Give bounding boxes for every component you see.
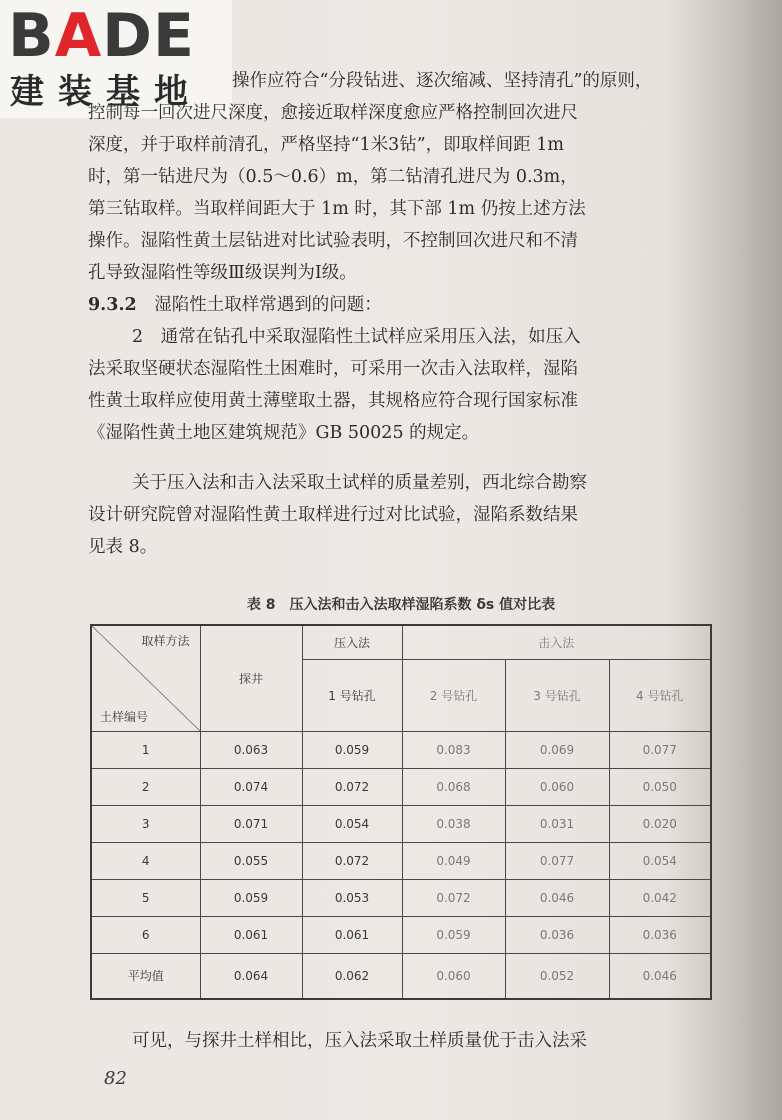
table-cell: 0.036 — [505, 916, 609, 953]
table-row — [91, 916, 711, 953]
table-cell: 0.060 — [505, 768, 609, 805]
logo-word: BADE — [8, 1, 195, 71]
row-id: 1 — [91, 731, 200, 768]
group-header-press: 压入法 — [302, 625, 402, 659]
body-line: 2 通常在钻孔中采取湿陷性土试样应采用压入法，如压入 — [132, 327, 581, 347]
table-cell: 0.071 — [200, 805, 302, 842]
section-heading — [88, 292, 710, 318]
table-cell: 0.036 — [609, 916, 711, 953]
table-cell: 0.050 — [609, 768, 711, 805]
corner-bottom-label: 土样编号 — [100, 709, 149, 724]
section-number: 9.3.2 — [88, 295, 137, 315]
table-row-average — [91, 953, 711, 999]
table-row — [91, 731, 711, 768]
body-line: 操作应符合“分段钻进、逐次缩减、坚持清孔”的原则， — [232, 71, 653, 91]
col-header-hole: 2 号钻孔 — [402, 659, 505, 731]
table-cell: 0.063 — [200, 731, 302, 768]
col-header-hole: 4 号钻孔 — [609, 659, 711, 731]
row-id: 5 — [91, 879, 200, 916]
body-line: 性黄土取样应使用黄土薄壁取土器，其规格应符合现行国家标准 — [88, 391, 578, 411]
row-id: 4 — [91, 842, 200, 879]
table-row — [91, 879, 711, 916]
logo-subtitle: 建装基地 — [10, 72, 202, 112]
table-cell: 0.068 — [402, 768, 505, 805]
table-cell: 0.072 — [302, 842, 402, 879]
table-cell: 0.046 — [505, 879, 609, 916]
row-id: 平均值 — [91, 953, 200, 999]
group-header-hammer: 击入法 — [402, 625, 711, 659]
col-header-hole: 3 号钻孔 — [505, 659, 609, 731]
corner-header — [91, 625, 200, 731]
page-number: 82 — [104, 1068, 127, 1089]
body-line: 关于压入法和击入法采取土试样的质量差别，西北综合勘察 — [132, 473, 587, 493]
table-cell: 0.038 — [402, 805, 505, 842]
row-id: 6 — [91, 916, 200, 953]
body-line: 可见，与探井土样相比，压入法采取土样质量优于击入法采 — [132, 1031, 587, 1051]
table-row — [91, 805, 711, 842]
table-cell: 0.061 — [302, 916, 402, 953]
table-cell: 0.072 — [402, 879, 505, 916]
col-header-well: 探井 — [200, 625, 302, 731]
body-line: 设计研究院曾对湿陷性黄土取样进行过对比试验，湿陷系数结果 — [88, 505, 578, 525]
table-cell: 0.074 — [200, 768, 302, 805]
table-cell: 0.061 — [200, 916, 302, 953]
table-cell: 0.059 — [302, 731, 402, 768]
body-line: 法采取坚硬状态湿陷性土困难时，可采用一次击入法取样，湿陷 — [88, 359, 578, 379]
table-cell: 0.059 — [402, 916, 505, 953]
table-cell: 0.054 — [302, 805, 402, 842]
row-id: 2 — [91, 768, 200, 805]
section-title: 湿陷性土取样常遇到的问题： — [154, 295, 382, 315]
table-cell: 0.055 — [200, 842, 302, 879]
table-caption: 表 8 压入法和击入法取样湿陷系数 δs 值对比表 — [246, 597, 556, 613]
corner-top-label: 取样方法 — [141, 634, 190, 648]
table-row — [91, 842, 711, 879]
table-cell: 0.020 — [609, 805, 711, 842]
col-header-hole: 1 号钻孔 — [302, 659, 402, 731]
table-cell: 0.060 — [402, 953, 505, 999]
table-cell: 0.042 — [609, 879, 711, 916]
table-cell: 0.062 — [302, 953, 402, 999]
body-line: 《湿陷性黄土地区建筑规范》GB 50025 的规定。 — [88, 423, 480, 443]
table-cell: 0.059 — [200, 879, 302, 916]
table-cell: 0.031 — [505, 805, 609, 842]
row-id: 3 — [91, 805, 200, 842]
table-cell: 0.064 — [200, 953, 302, 999]
body-line: 见表 8。 — [88, 537, 158, 557]
table-cell: 0.077 — [505, 842, 609, 879]
table-row — [91, 768, 711, 805]
table-cell: 0.069 — [505, 731, 609, 768]
body-line: 控制每一回次进尺深度，愈接近取样深度愈应严格控制回次进尺 — [88, 103, 578, 123]
body-line: 孔导致湿陷性等级Ⅲ级误判为Ⅰ级。 — [88, 263, 357, 283]
table-cell: 0.072 — [302, 768, 402, 805]
table-cell: 0.054 — [609, 842, 711, 879]
comparison-table — [90, 624, 712, 1000]
table-cell: 0.077 — [609, 731, 711, 768]
body-line: 深度，并于取样前清孔，严格坚持“1米3钻”，即取样间距 1m — [88, 135, 564, 155]
table-cell: 0.049 — [402, 842, 505, 879]
body-line: 第三钻取样。当取样间距大于 1m 时，其下部 1m 仍按上述方法 — [88, 199, 586, 219]
body-line: 时，第一钻进尺为（0.5～0.6）m，第二钻清孔进尺为 0.3m， — [88, 167, 578, 187]
table-cell: 0.046 — [609, 953, 711, 999]
table-cell: 0.053 — [302, 879, 402, 916]
table-cell: 0.052 — [505, 953, 609, 999]
table-cell: 0.083 — [402, 731, 505, 768]
body-line: 操作。湿陷性黄土层钻进对比试验表明，不控制回次进尺和不清 — [88, 231, 578, 251]
